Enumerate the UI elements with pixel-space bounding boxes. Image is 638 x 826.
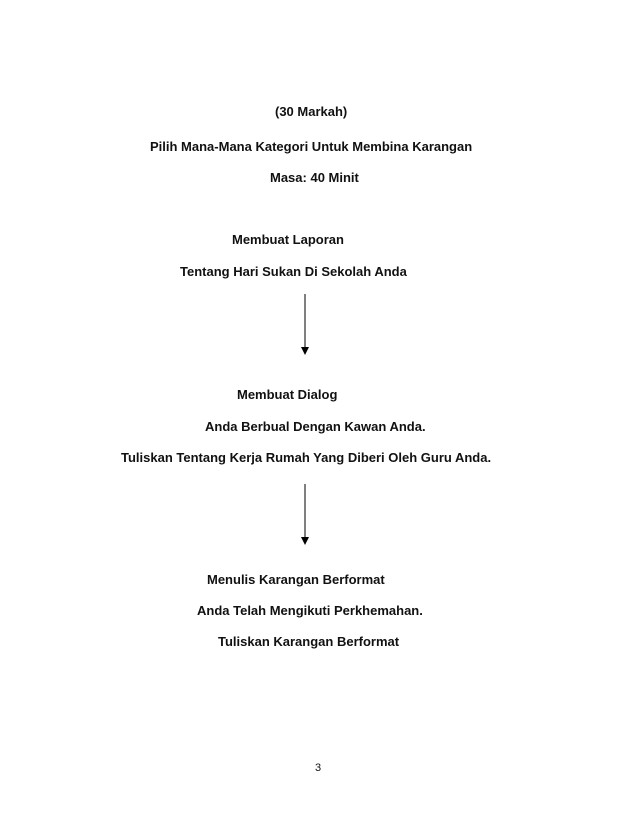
section-line-dialog-1: Anda Berbual Dengan Kawan Anda. (205, 419, 426, 434)
section-line-karangan-2: Tuliskan Karangan Berformat (218, 634, 400, 649)
section-line-laporan: Tentang Hari Sukan Di Sekolah Anda (180, 264, 407, 279)
section-title-laporan: Membuat Laporan (232, 232, 344, 247)
section-title-karangan: Menulis Karangan Berformat (207, 572, 385, 587)
section-line-karangan-1: Anda Telah Mengikuti Perkhemahan. (197, 603, 423, 618)
down-arrow-icon (297, 484, 313, 546)
section-line-dialog-2: Tuliskan Tentang Kerja Rumah Yang Diberi Oleh Guru Anda. (121, 450, 492, 465)
section-title-dialog: Membuat Dialog (237, 387, 338, 402)
marks-label: (30 Markah) (275, 104, 348, 119)
time-label: Masa: 40 Minit (270, 170, 359, 185)
page-number: 3 (315, 762, 322, 774)
instruction-text: Pilih Mana-Mana Kategori Untuk Membina Karangan (150, 139, 473, 154)
down-arrow-icon (297, 294, 313, 356)
